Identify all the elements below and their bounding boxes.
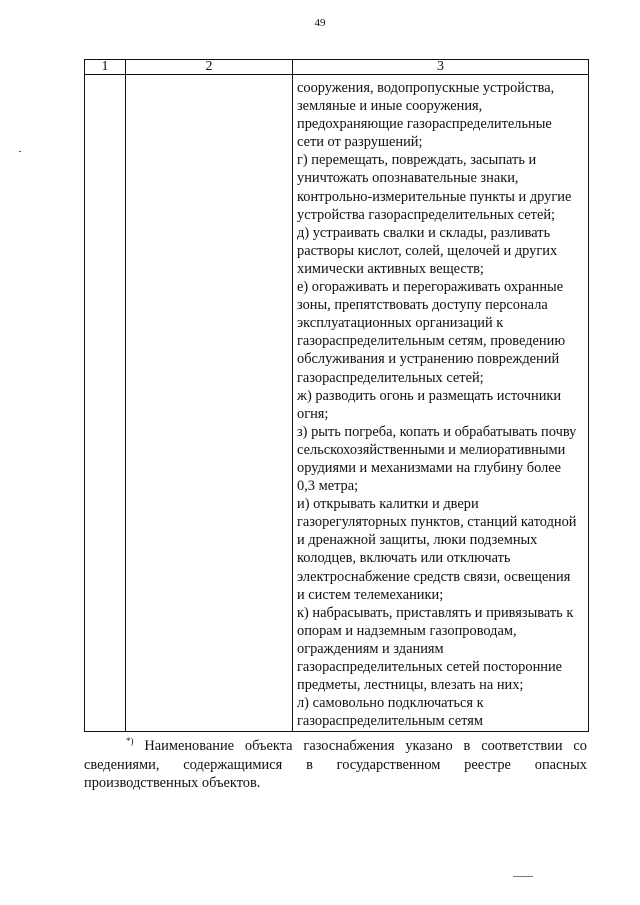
- restriction-text-line: и систем телемеханики;: [297, 586, 444, 603]
- footnote-line: сведениями, содержащимися в государственном реестре опасных: [84, 756, 587, 773]
- restriction-text-line: к) набрасывать, приставлять и привязывать к: [297, 604, 574, 621]
- cell-column-2: [126, 75, 293, 732]
- restriction-text-line: растворы кислот, солей, щелочей и других: [297, 242, 558, 259]
- restriction-text-line: и дренажной защиты, люки подземных: [297, 532, 538, 549]
- restriction-text-line: сооружения, водопропускные устройства,: [297, 80, 555, 96]
- restriction-text-line: газораспределительных сетей;: [297, 369, 484, 386]
- cell-column-1: [85, 75, 126, 732]
- restriction-text-line: 0,3 метра;: [297, 478, 359, 495]
- column-header-1: 1: [85, 60, 126, 75]
- restriction-text-line: газораспределительным сетям, проведению: [297, 333, 566, 350]
- restriction-text-line: ограждениям и зданиям: [297, 640, 444, 657]
- restriction-text-line: обслуживания и устранению повреждений: [297, 351, 560, 368]
- restriction-text-line: орудиями и механизмами на глубину более: [297, 459, 562, 476]
- cell-column-3: [293, 75, 589, 732]
- restriction-text-line: земляные и иные сооружения,: [297, 98, 483, 115]
- footnote-line: производственных объектов.: [84, 775, 261, 791]
- restriction-text-line: ж) разводить огонь и размещать источники: [297, 387, 562, 404]
- restriction-text-line: уничтожать опознавательные знаки,: [297, 170, 519, 187]
- restriction-text-line: г) перемещать, повреждать, засыпать и: [297, 152, 537, 169]
- restriction-text-line: эксплуатационных организаций к: [297, 315, 504, 332]
- restriction-text-line: газораспределительных сетей посторонние: [297, 659, 563, 675]
- restriction-text-line: предохраняющие газораспределительные: [297, 116, 552, 133]
- restriction-text-line: газорегуляторных пунктов, станций катодной: [297, 514, 577, 531]
- footnote: [84, 737, 587, 793]
- regulation-table: [84, 59, 589, 732]
- restriction-text-line: предметы, лестницы, влезать на них;: [297, 677, 524, 694]
- restriction-text-line: з) рыть погреба, копать и обрабатывать почву: [297, 423, 577, 440]
- restriction-text-line: химически активных веществ;: [297, 260, 484, 277]
- restriction-text-line: газораспределительным сетям: [297, 713, 484, 730]
- restriction-text-line: контрольно-измерительные пункты и другие: [297, 188, 572, 205]
- column-header-3: 3: [293, 60, 589, 75]
- restriction-text-line: огня;: [297, 405, 329, 422]
- scan-artifact: [19, 151, 21, 152]
- footnote-line: [84, 737, 587, 756]
- restriction-text-line: сети от разрушений;: [297, 134, 423, 151]
- restriction-text-line: д) устраивать свалки и склады, разливать: [297, 224, 551, 241]
- restriction-text-line: зоны, препятствовать доступу персонала: [297, 297, 548, 314]
- restriction-text-line: и) открывать калитки и двери: [297, 496, 479, 513]
- restriction-text-line: опорам и надземным газопроводам,: [297, 622, 517, 639]
- page-number: 49: [314, 17, 326, 29]
- restriction-text-line: е) огораживать и перегораживать охранные: [297, 279, 564, 296]
- restriction-text-line: устройства газораспределительных сетей;: [297, 206, 556, 223]
- column-header-2: 2: [126, 60, 293, 75]
- footnote-marker: *): [126, 736, 134, 747]
- restriction-text-line: колодцев, включать или отключать: [297, 550, 511, 567]
- restriction-text-line: л) самовольно подключаться к: [297, 695, 484, 712]
- scan-artifact: [513, 876, 533, 877]
- restriction-text-line: сельскохозяйственными и мелиоративными: [297, 441, 566, 458]
- footnote-text: Наименование объекта газоснабжения указано в соответствии со: [144, 738, 587, 754]
- table-header-row: [85, 60, 589, 75]
- table-row: [85, 75, 589, 732]
- restriction-text-line: электроснабжение средств связи, освещения: [297, 568, 571, 585]
